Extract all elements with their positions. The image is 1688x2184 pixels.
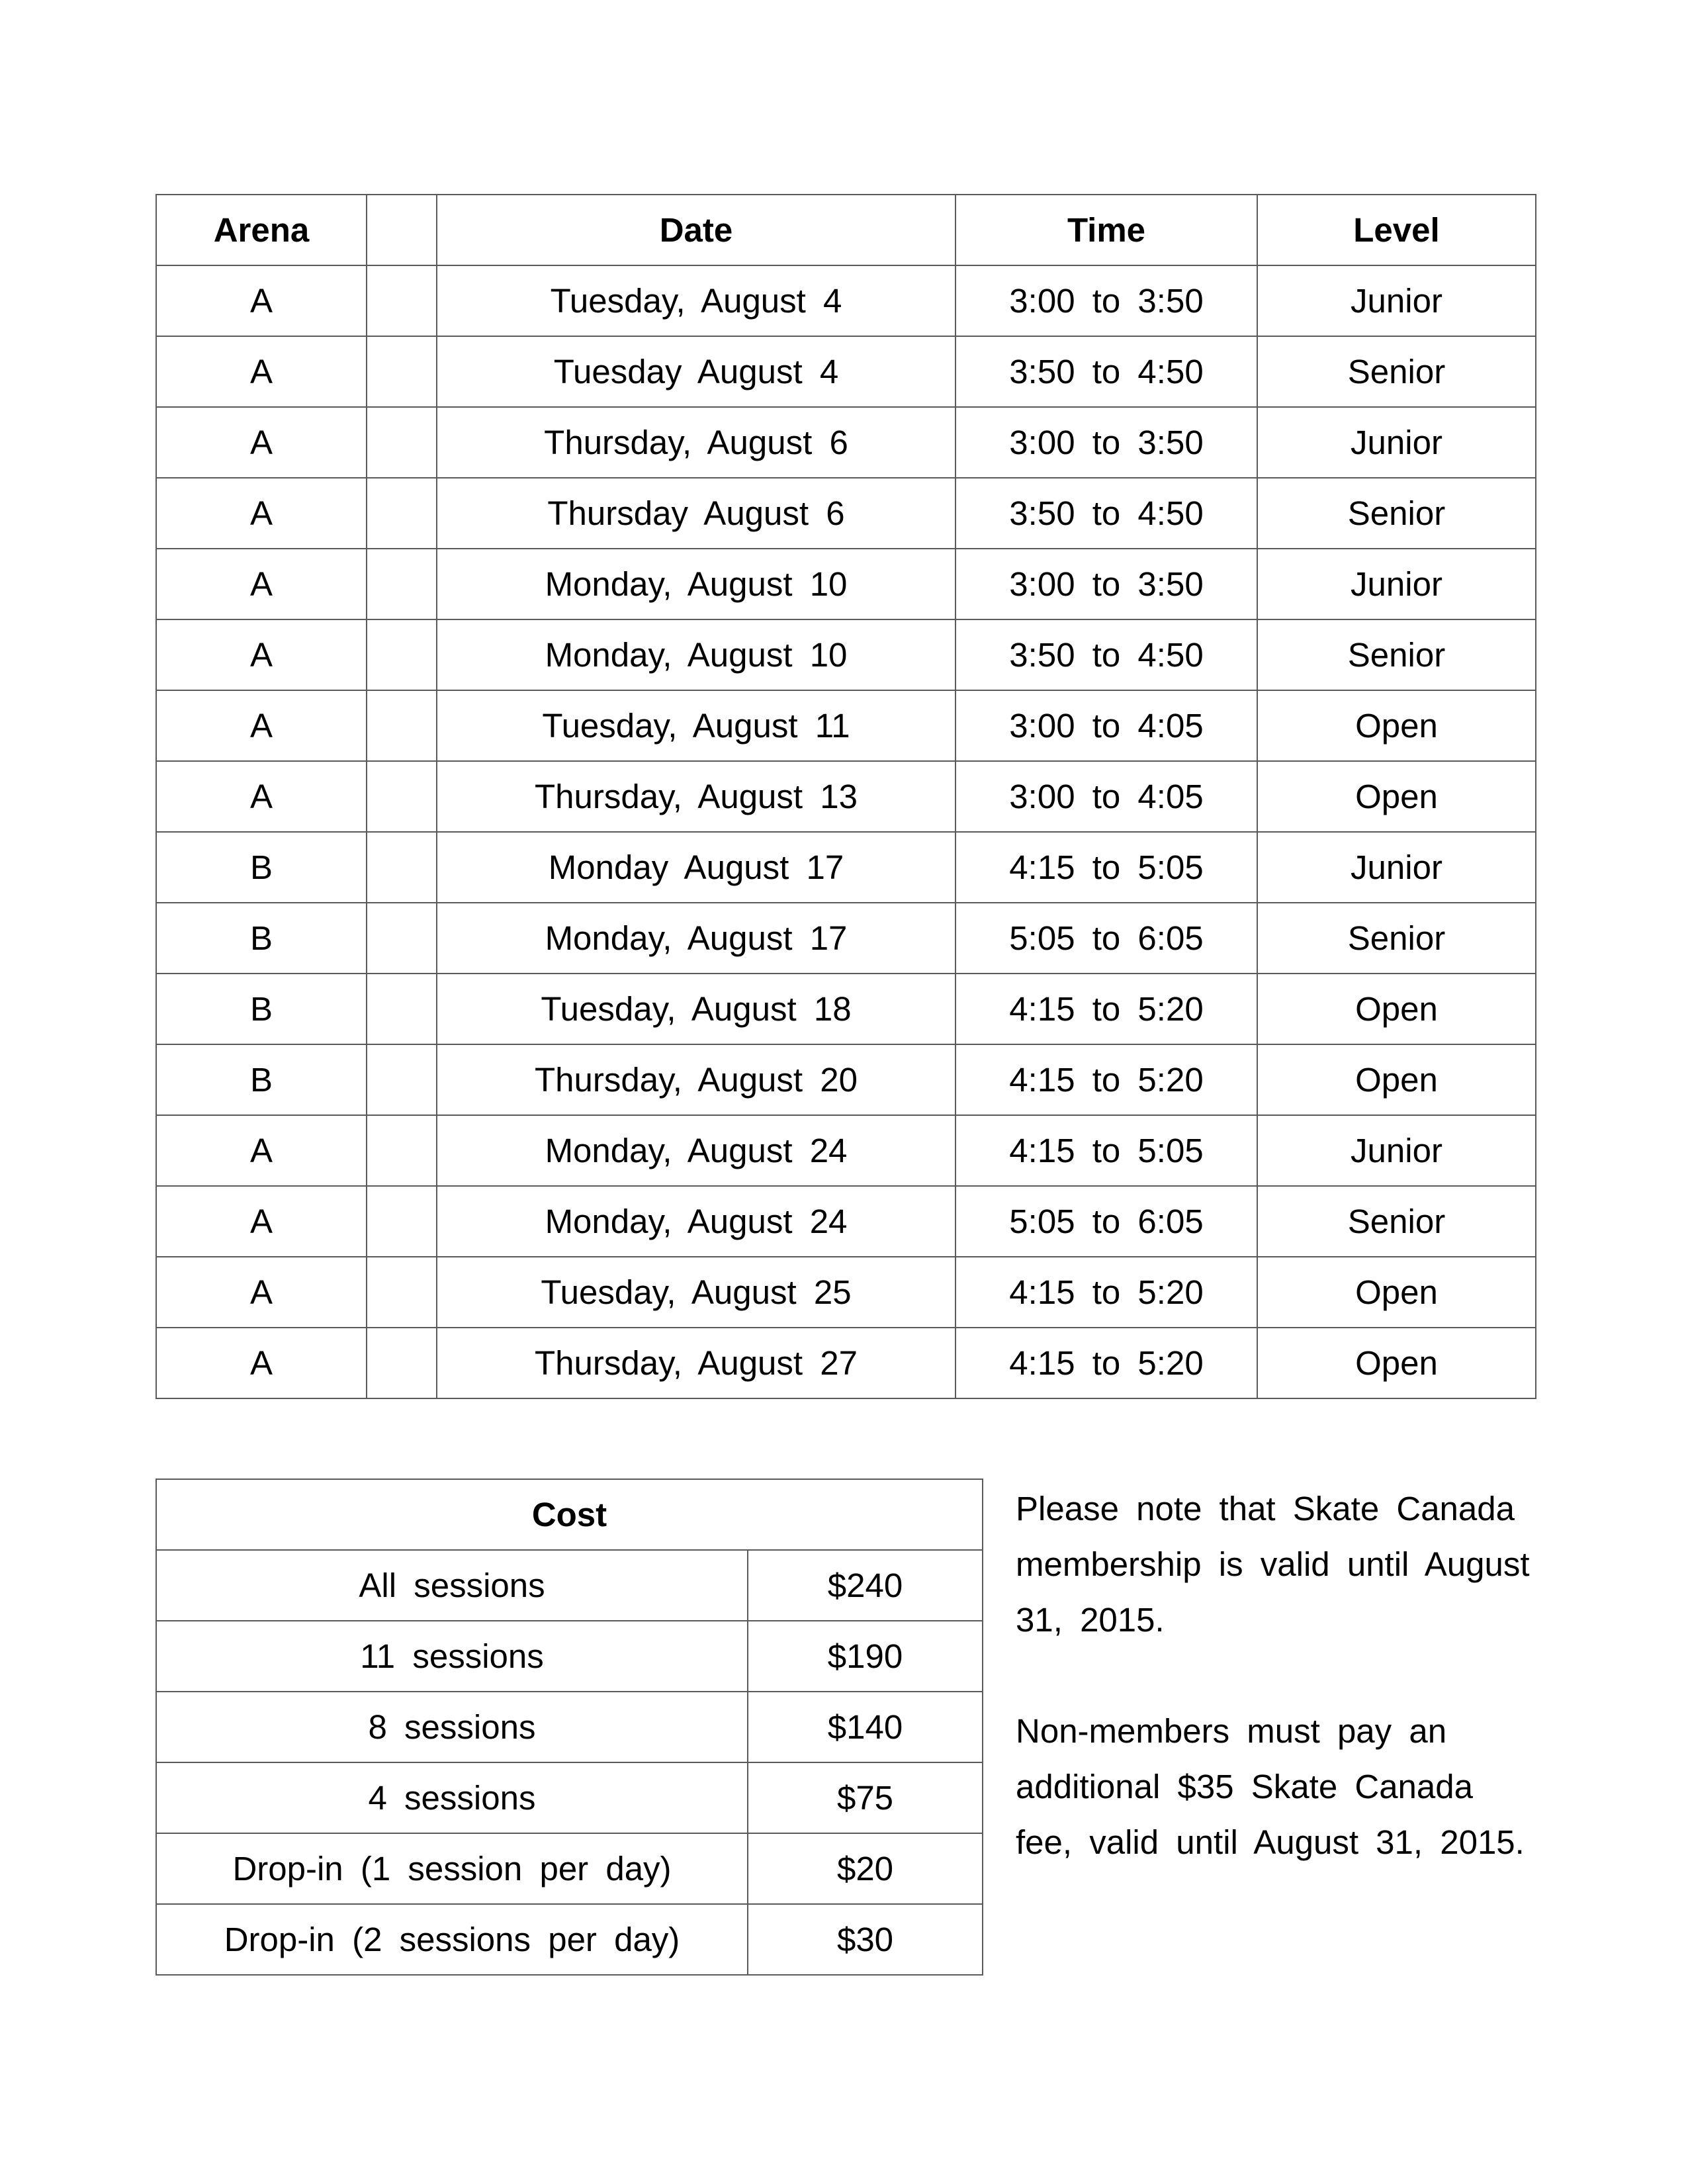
date-cell: Thursday, August 13 <box>437 761 955 832</box>
time-cell: 5:05 to 6:05 <box>955 903 1257 974</box>
time-cell: 3:00 to 4:05 <box>955 761 1257 832</box>
arena-cell: A <box>156 619 367 690</box>
date-cell: Tuesday, August 11 <box>437 690 955 761</box>
arena-cell: A <box>156 1186 367 1257</box>
schedule-row <box>156 619 1536 690</box>
schedule-row <box>156 1257 1536 1328</box>
schedule-body <box>156 265 1536 1398</box>
level-cell: Senior <box>1257 903 1536 974</box>
date-cell: Monday, August 17 <box>437 903 955 974</box>
schedule-row <box>156 903 1536 974</box>
arena-cell: A <box>156 1115 367 1186</box>
time-cell: 3:50 to 4:50 <box>955 336 1257 407</box>
blank-cell <box>367 1115 437 1186</box>
arena-cell: A <box>156 478 367 549</box>
blank-cell <box>367 1328 437 1398</box>
cost-header: Cost <box>156 1479 983 1550</box>
time-cell: 3:00 to 3:50 <box>955 549 1257 619</box>
schedule-row <box>156 1186 1536 1257</box>
level-cell: Open <box>1257 690 1536 761</box>
blank-cell <box>367 690 437 761</box>
arena-cell: A <box>156 761 367 832</box>
cost-price-cell: $140 <box>748 1692 983 1762</box>
arena-cell: A <box>156 1257 367 1328</box>
time-cell: 3:00 to 3:50 <box>955 265 1257 336</box>
blank-cell <box>367 903 437 974</box>
time-cell: 4:15 to 5:20 <box>955 1257 1257 1328</box>
cost-price-cell: $30 <box>748 1904 983 1975</box>
date-cell: Monday, August 10 <box>437 549 955 619</box>
schedule-row <box>156 265 1536 336</box>
date-cell: Tuesday August 4 <box>437 336 955 407</box>
level-cell: Senior <box>1257 619 1536 690</box>
cost-table <box>155 1479 983 1976</box>
arena-cell: B <box>156 1044 367 1115</box>
time-cell: 4:15 to 5:20 <box>955 1328 1257 1398</box>
date-cell: Monday August 17 <box>437 832 955 903</box>
arena-cell: A <box>156 549 367 619</box>
blank-cell <box>367 832 437 903</box>
level-cell: Open <box>1257 1328 1536 1398</box>
date-cell: Thursday August 6 <box>437 478 955 549</box>
cost-price-cell: $20 <box>748 1833 983 1904</box>
schedule-row <box>156 549 1536 619</box>
schedule-row <box>156 336 1536 407</box>
date-cell: Thursday, August 27 <box>437 1328 955 1398</box>
arena-cell: A <box>156 407 367 478</box>
blank-cell <box>367 619 437 690</box>
date-cell: Thursday, August 6 <box>437 407 955 478</box>
cost-row <box>156 1762 983 1833</box>
cost-price-cell: $240 <box>748 1550 983 1621</box>
schedule-table <box>155 194 1536 1399</box>
level-cell: Open <box>1257 1257 1536 1328</box>
time-cell: 4:15 to 5:20 <box>955 974 1257 1044</box>
time-cell: 4:15 to 5:05 <box>955 1115 1257 1186</box>
level-cell: Junior <box>1257 549 1536 619</box>
time-cell: 5:05 to 6:05 <box>955 1186 1257 1257</box>
date-cell: Tuesday, August 4 <box>437 265 955 336</box>
cost-row <box>156 1550 983 1621</box>
cost-label-cell: 8 sessions <box>156 1692 748 1762</box>
cost-label-cell: Drop-in (1 session per day) <box>156 1833 748 1904</box>
time-cell: 4:15 to 5:20 <box>955 1044 1257 1115</box>
schedule-row <box>156 1115 1536 1186</box>
cost-label-cell: Drop-in (2 sessions per day) <box>156 1904 748 1975</box>
cost-label-cell: All sessions <box>156 1550 748 1621</box>
header-date: Date <box>437 195 955 265</box>
time-cell: 3:00 to 3:50 <box>955 407 1257 478</box>
notes <box>1016 1481 1545 1926</box>
cost-price-cell: $190 <box>748 1621 983 1692</box>
cost-price-cell: $75 <box>748 1762 983 1833</box>
level-cell: Junior <box>1257 832 1536 903</box>
blank-cell <box>367 407 437 478</box>
cost-body <box>156 1550 983 1975</box>
schedule-header-row <box>156 195 1536 265</box>
header-blank <box>367 195 437 265</box>
level-cell: Open <box>1257 974 1536 1044</box>
arena-cell: B <box>156 903 367 974</box>
level-cell: Senior <box>1257 336 1536 407</box>
cost-header-row <box>156 1479 983 1550</box>
blank-cell <box>367 478 437 549</box>
blank-cell <box>367 974 437 1044</box>
level-cell: Junior <box>1257 265 1536 336</box>
level-cell: Junior <box>1257 407 1536 478</box>
cost-row <box>156 1904 983 1975</box>
membership-note: Please note that Skate Canada membership is valid until August 31, 2015. <box>1016 1490 1530 1639</box>
blank-cell <box>367 549 437 619</box>
cost-row <box>156 1621 983 1692</box>
cost-row <box>156 1692 983 1762</box>
schedule-row <box>156 1328 1536 1398</box>
time-cell: 4:15 to 5:05 <box>955 832 1257 903</box>
schedule-row <box>156 974 1536 1044</box>
date-cell: Monday, August 24 <box>437 1115 955 1186</box>
schedule-row <box>156 832 1536 903</box>
cost-label-cell: 4 sessions <box>156 1762 748 1833</box>
date-cell: Tuesday, August 18 <box>437 974 955 1044</box>
blank-cell <box>367 1186 437 1257</box>
header-time: Time <box>955 195 1257 265</box>
arena-cell: B <box>156 832 367 903</box>
schedule-row <box>156 1044 1536 1115</box>
blank-cell <box>367 1044 437 1115</box>
arena-cell: B <box>156 974 367 1044</box>
schedule-row <box>156 478 1536 549</box>
date-cell: Monday, August 24 <box>437 1186 955 1257</box>
arena-cell: A <box>156 336 367 407</box>
level-cell: Senior <box>1257 1186 1536 1257</box>
blank-cell <box>367 1257 437 1328</box>
time-cell: 3:50 to 4:50 <box>955 478 1257 549</box>
header-arena: Arena <box>156 195 367 265</box>
arena-cell: A <box>156 690 367 761</box>
level-cell: Open <box>1257 761 1536 832</box>
time-cell: 3:00 to 4:05 <box>955 690 1257 761</box>
blank-cell <box>367 336 437 407</box>
date-cell: Thursday, August 20 <box>437 1044 955 1115</box>
schedule-row <box>156 690 1536 761</box>
date-cell: Tuesday, August 25 <box>437 1257 955 1328</box>
level-cell: Senior <box>1257 478 1536 549</box>
cost-label-cell: 11 sessions <box>156 1621 748 1692</box>
arena-cell: A <box>156 265 367 336</box>
header-level: Level <box>1257 195 1536 265</box>
time-cell: 3:50 to 4:50 <box>955 619 1257 690</box>
blank-cell <box>367 265 437 336</box>
blank-cell <box>367 761 437 832</box>
date-cell: Monday, August 10 <box>437 619 955 690</box>
level-cell: Junior <box>1257 1115 1536 1186</box>
schedule-row <box>156 761 1536 832</box>
schedule-row <box>156 407 1536 478</box>
non-member-note: Non-members must pay an additional $35 Skate Canada fee, valid until August 31, 2015. <box>1016 1712 1525 1861</box>
arena-cell: A <box>156 1328 367 1398</box>
level-cell: Open <box>1257 1044 1536 1115</box>
cost-row <box>156 1833 983 1904</box>
